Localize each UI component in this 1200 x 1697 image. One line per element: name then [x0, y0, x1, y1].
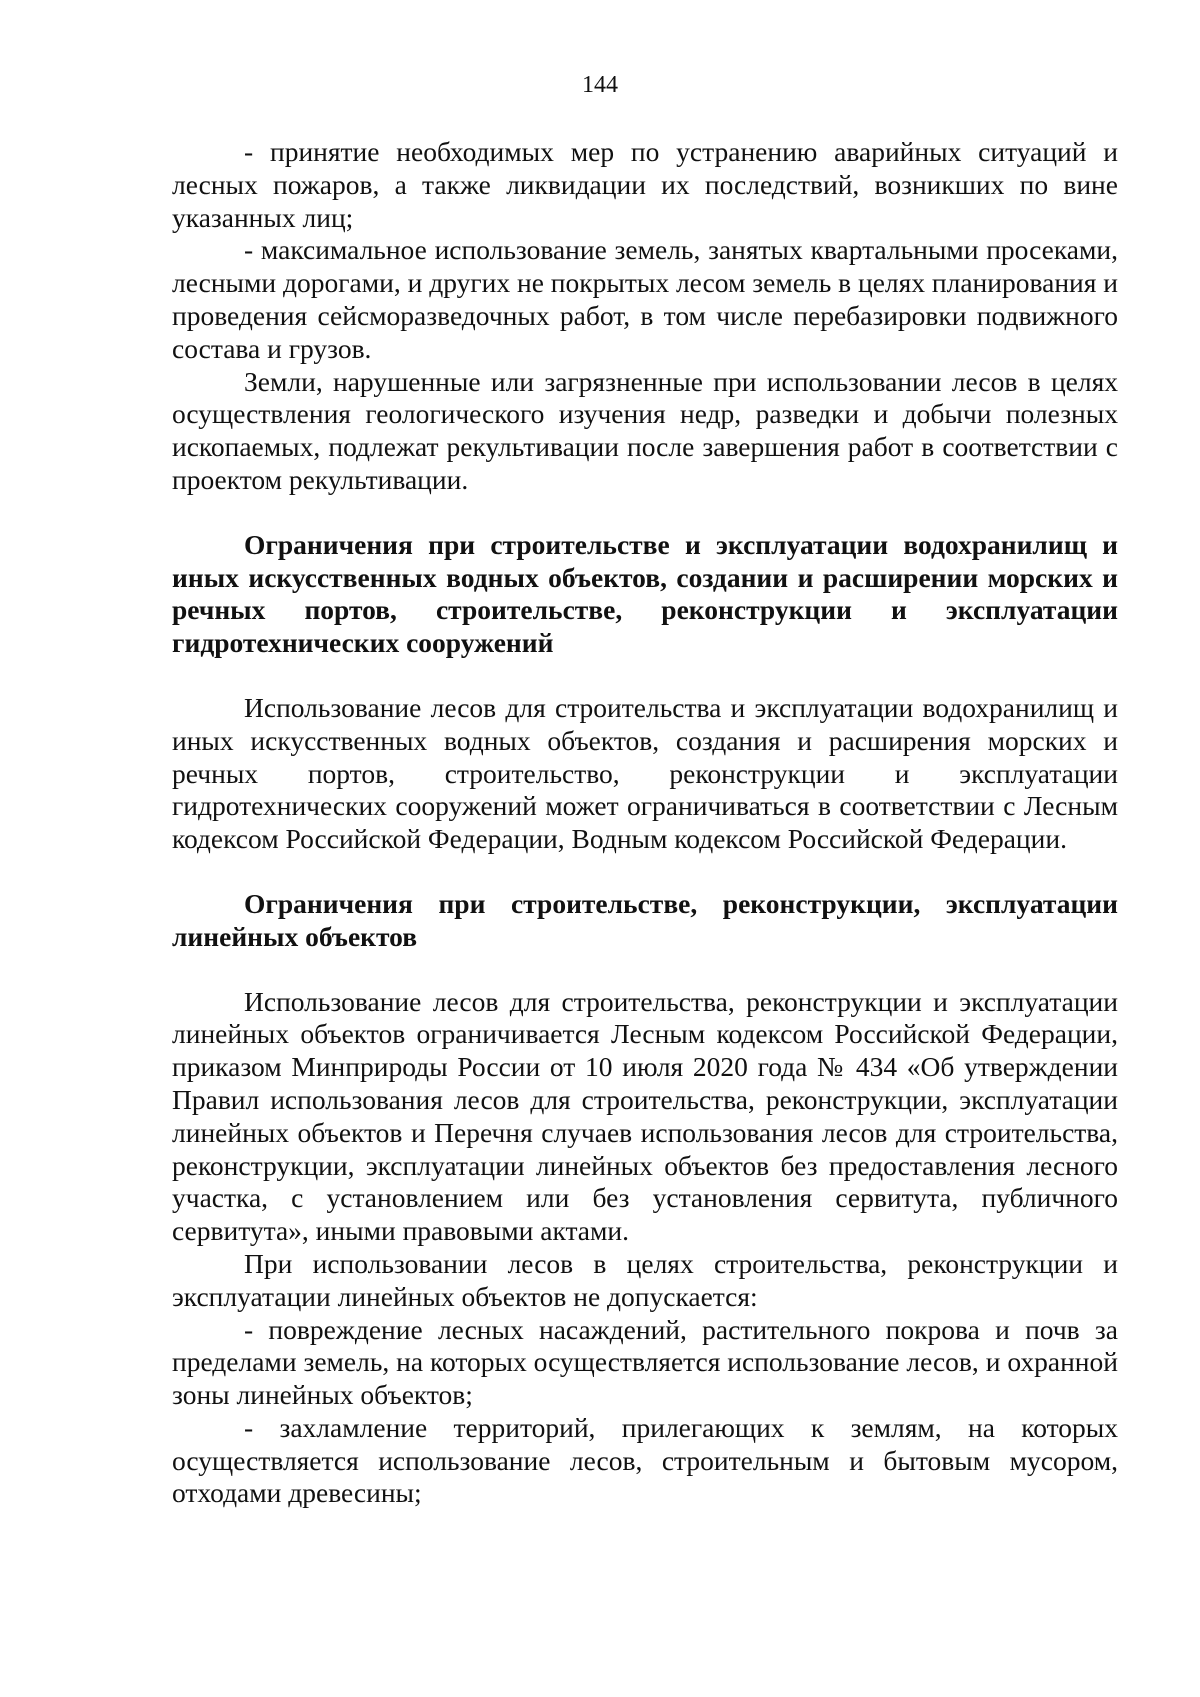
section-gap: [172, 497, 1118, 529]
paragraph-reservoirs-use: Использование лесов для строительства и эксплуатации водохранилищ и иных искусственных водных объектов, создания и расширения морских и речных портов, строительство, реконструкции и эксплуатации гидротехнических сооружений может ограничиваться в соответствии с Лесным кодексом Российской Федерации, Водным кодексом Российской Федерации.: [172, 691, 1118, 855]
page-number: 144: [582, 72, 618, 98]
paragraph-land-use: - максимальное использование земель, занятых квартальными просеками, лесными дорогами, и других не покрытых лесом земель в целях планирования и проведения сейсморазведочных работ, в том числе перебазировки подвижного состава и грузов.: [172, 234, 1118, 364]
document-body: [172, 136, 1118, 1510]
section-gap: [172, 954, 1118, 986]
paragraph-not-allowed: При использовании лесов в целях строительства, реконструкции и эксплуатации линейных объектов не допускается:: [172, 1247, 1118, 1312]
paragraph-recultivation: Земли, нарушенные или загрязненные при использовании лесов в целях осуществления геологического изучения недр, разведки и добычи полезных ископаемых, подлежат рекультивации после завершения работ в соответствии с проектом рекультивации.: [172, 365, 1118, 495]
section-gap: [172, 856, 1118, 888]
heading-linear-objects: Ограничения при строительстве, реконструкции, эксплуатации линейных объектов: [172, 887, 1118, 952]
paragraph-damage: - повреждение лесных насаждений, растительного покрова и почв за пределами земель, на которых осуществляется использование лесов, и охранной зоны линейных объектов;: [172, 1313, 1118, 1411]
paragraph-linear-objects-use: Использование лесов для строительства, реконструкции и эксплуатации линейных объектов ограничивается Лесным кодексом Российской Федерации, приказом Минприроды России от 10 июля 2020 года № 434 «Об утверждении Правил использования лесов для строительства, реконструкции, эксплуатации линейных объектов и Перечня случаев использования лесов для строительства, реконструкции, эксплуатации линейных объектов без предоставления лесного участка, с установлением или без установления сервитута, публичного сервитута», иными правовыми актами.: [172, 985, 1118, 1247]
paragraph-littering: - захламление территорий, прилегающих к землям, на которых осуществляется использование лесов, строительным и бытовым мусором, отходами древесины;: [172, 1411, 1118, 1509]
paragraph-emergency-measures: - принятие необходимых мер по устранению аварийных ситуаций и лесных пожаров, а также ликвидации их последствий, возникших по вине указанных лиц;: [172, 136, 1118, 233]
section-gap: [172, 660, 1118, 692]
heading-reservoirs: Ограничения при строительстве и эксплуатации водохранилищ и иных искусственных водных объектов, создании и расширении морских и речных портов, строительстве, реконструкции и эксплуатации гидротехнических сооружений: [172, 528, 1118, 659]
